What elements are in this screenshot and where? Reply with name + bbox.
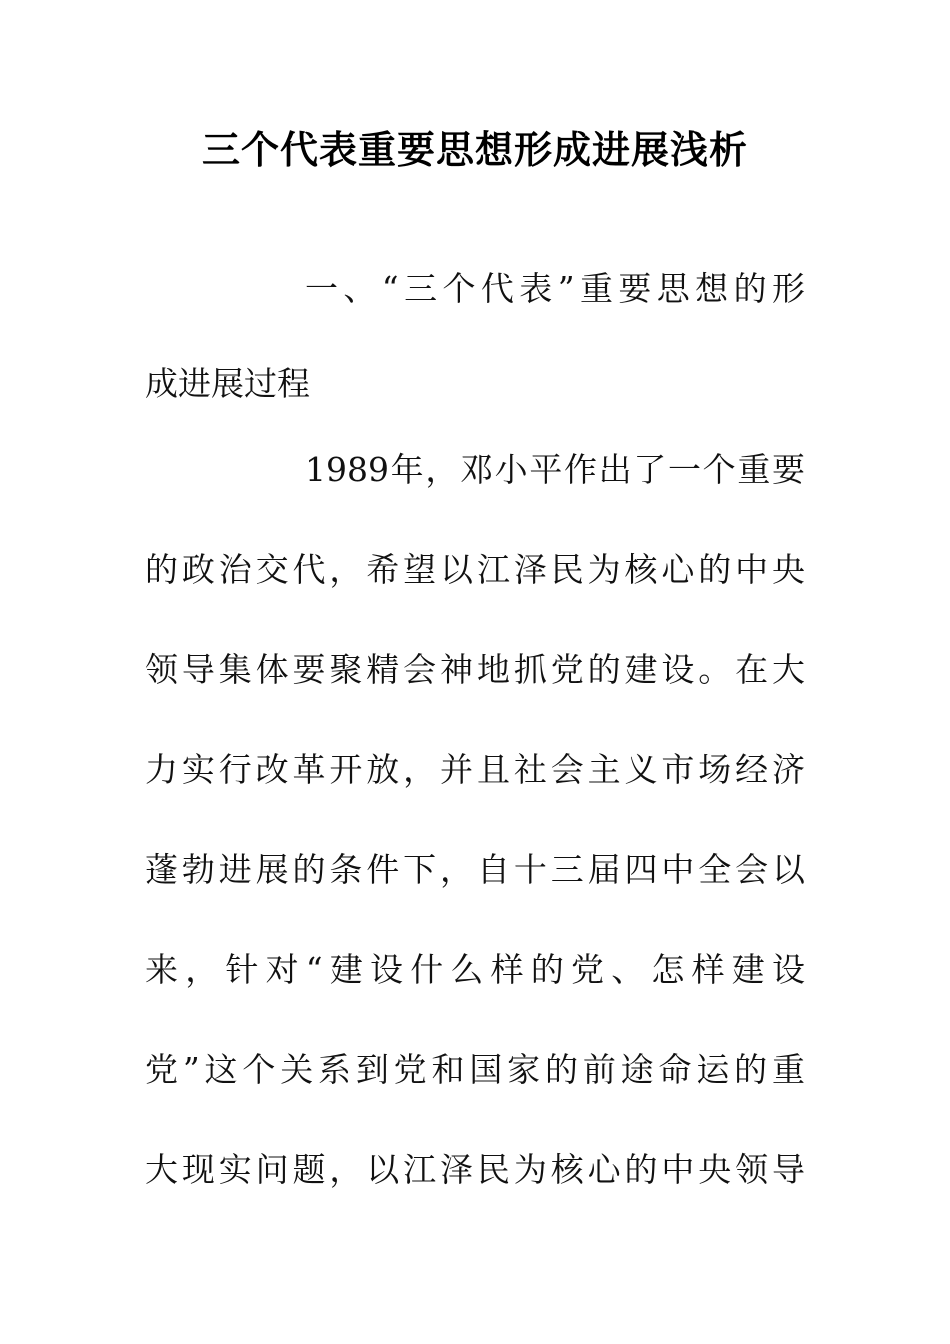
paragraph-line: 蓬勃进展的条件下，自十三届四中全会以 (145, 850, 805, 889)
document-title: 三个代表重要思想形成进展浅析 (201, 128, 748, 172)
paragraph-line: 领导集体要聚精会神地抓党的建设。在大 (145, 650, 805, 689)
paragraph-line: 党”这个关系到党和国家的前途命运的重 (145, 1050, 805, 1089)
section-heading-line-2: 成进展过程 (145, 364, 310, 403)
paragraph-line: 的政治交代，希望以江泽民为核心的中央 (145, 550, 805, 589)
paragraph-line: 力实行改革开放，并且社会主义市场经济 (145, 750, 805, 789)
paragraph-line: 大现实问题，以江泽民为核心的中央领导 (145, 1150, 805, 1189)
paragraph-line: 来，针对“建设什么样的党、怎样建设 (145, 950, 805, 989)
section-heading-line-1: 一、“三个代表”重要思想的形 (305, 269, 805, 308)
paragraph-line: 1989年，邓小平作出了一个重要 (305, 450, 805, 489)
